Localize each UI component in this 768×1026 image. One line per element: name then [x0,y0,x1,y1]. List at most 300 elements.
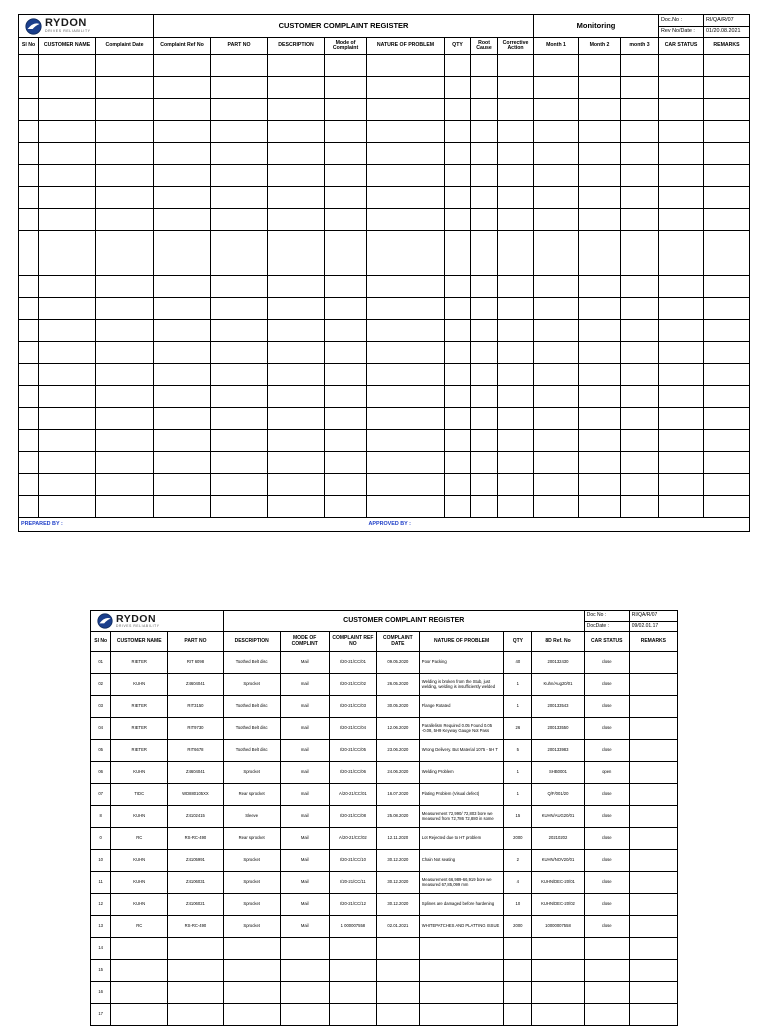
cell-part: WD880105XX [168,784,224,806]
table-cell [579,121,621,143]
table-cell [579,320,621,342]
table-cell [325,496,367,518]
table-cell [19,386,39,408]
table-cell [211,121,268,143]
cell-qty: 2000 [504,916,532,938]
table-cell [659,99,704,121]
cell-mode [280,960,329,982]
table-cell [471,298,498,320]
table-row [19,474,750,496]
table-cell [211,165,268,187]
table-cell [471,364,498,386]
table-cell [39,209,96,231]
table-cell [367,474,445,496]
col-header: COMPLAINT DATE [376,632,419,652]
table-cell [211,386,268,408]
table-cell [367,143,445,165]
cell-d8: KUHN/DEC-20/02 [532,894,584,916]
cell-sl: 10 [91,850,111,872]
cell-part [168,1004,224,1026]
cell-desc: Toothed Belt disc [223,652,280,674]
cell-problem: Chain Not seating [419,850,504,872]
cell-ref [329,938,376,960]
table-row [91,762,678,784]
table-cell [39,231,96,276]
table-cell [498,364,534,386]
table-cell [96,55,154,77]
table-row [19,298,750,320]
cell-mode: mail [280,718,329,740]
cell-desc: Sprocket [223,674,280,696]
table-row [19,276,750,298]
table-cell [445,342,471,364]
cell-date: 16.07.2020 [376,784,419,806]
cell-d8: Q/F/001/20 [532,784,584,806]
cell-remarks [629,718,677,740]
cell-customer: KUHN [111,872,168,894]
cell-desc: Toothed Belt disc [223,718,280,740]
cell-d8 [532,938,584,960]
doc-no-value: RI/QA/R/07 [629,611,677,622]
table-cell [325,430,367,452]
table-cell [96,143,154,165]
table-cell [268,474,325,496]
cell-ref: I/20-21/CC/08 [329,806,376,828]
table-cell [154,55,211,77]
cell-part [168,960,224,982]
col-header: COMPLAINT REF NO [329,632,376,652]
table-cell [268,342,325,364]
table-cell [621,165,659,187]
table-cell [704,276,750,298]
table-cell [96,386,154,408]
table-cell [268,430,325,452]
table-cell [325,209,367,231]
cell-problem: Wrong Delivery. But Material 1075 - 5H T [419,740,504,762]
table-cell [96,209,154,231]
cell-customer [111,1004,168,1026]
cell-desc: Sprocket [223,894,280,916]
col-header: 8D Ref. No [532,632,584,652]
table-cell [268,364,325,386]
table-cell [471,55,498,77]
table-cell [367,364,445,386]
rydon-logo-icon [97,613,113,629]
table-row [19,231,750,276]
table-cell [471,209,498,231]
cell-ref: I/20-21/CC/01 [329,652,376,674]
table-cell [96,430,154,452]
table-cell [704,55,750,77]
cell-status [584,960,629,982]
cell-status: close [584,916,629,938]
table-row [91,872,678,894]
table-cell [498,408,534,430]
table-cell [579,55,621,77]
table-cell [579,364,621,386]
cell-ref: A/20-21/CC/02 [329,828,376,850]
cell-qty: 10 [504,894,532,916]
table-cell [471,386,498,408]
table-cell [19,209,39,231]
table-row [19,408,750,430]
table-cell [534,55,579,77]
cell-part: RS-RC-490 [168,828,224,850]
table-cell [579,143,621,165]
table-row [19,209,750,231]
table-cell [498,496,534,518]
table-cell [534,342,579,364]
table-cell [96,99,154,121]
table-cell [579,99,621,121]
table-cell [659,187,704,209]
cell-ref [329,960,376,982]
cell-desc: Rear sprocket [223,828,280,850]
table-cell [96,364,154,386]
cell-desc [223,960,280,982]
table-cell [704,165,750,187]
table-cell [154,143,211,165]
cell-mode: mail [280,740,329,762]
table-cell [211,474,268,496]
table-cell [268,99,325,121]
cell-customer: RIETER [111,740,168,762]
cell-status: close [584,806,629,828]
cell-mode: Mail [280,872,329,894]
cell-ref [329,1004,376,1026]
doc-date-value: 09/02.01.17 [629,622,677,632]
table-cell [659,386,704,408]
cell-sl: 05 [91,740,111,762]
table-row [91,784,678,806]
cell-problem: Flange Rotated [419,696,504,718]
table-cell [704,143,750,165]
table-cell [154,99,211,121]
table-cell [704,342,750,364]
doc-date-label: DocDate : [584,622,629,632]
table-cell [471,187,498,209]
cell-ref: I/20-21/CC/03 [329,696,376,718]
register-sheet-filled [90,610,678,1026]
table-cell [445,452,471,474]
cell-date [376,960,419,982]
table-cell [579,209,621,231]
cell-d8: 200133983 [532,740,584,762]
table-cell [211,77,268,99]
monitoring-label: Monitoring [534,15,659,38]
table-cell [445,143,471,165]
table-cell [268,496,325,518]
table-cell [471,496,498,518]
table-cell [367,430,445,452]
cell-mode: mail [280,784,329,806]
cell-part: RIT 6098 [168,652,224,674]
complaint-rows [91,652,678,1026]
table-cell [621,496,659,518]
table-cell [325,231,367,276]
col-header: NATURE OF PROBLEM [419,632,504,652]
cell-d8: KUHN/NOV20/01 [532,850,584,872]
table-cell [19,99,39,121]
table-cell [534,187,579,209]
table-cell [498,452,534,474]
cell-part: RIT6678 [168,740,224,762]
table-cell [39,408,96,430]
cell-problem: Poor Packing [419,652,504,674]
table-cell [659,342,704,364]
col-header: Complaint Date [96,38,154,55]
table-cell [96,496,154,518]
table-cell [498,121,534,143]
table-cell [211,320,268,342]
table-cell [154,364,211,386]
table-cell [154,320,211,342]
approved-by: APPROVED BY : [367,518,750,532]
table-cell [498,209,534,231]
cell-customer: RIETER [111,652,168,674]
table-cell [471,99,498,121]
table-row [91,740,678,762]
table-cell [39,55,96,77]
table-cell [445,55,471,77]
cell-part [168,982,224,1004]
table-cell [498,165,534,187]
table-cell [211,143,268,165]
table-cell [659,430,704,452]
table-cell [268,121,325,143]
table-cell [534,231,579,276]
table-row [19,430,750,452]
table-cell [704,99,750,121]
cell-qty [504,938,532,960]
cell-remarks [629,740,677,762]
table-cell [471,452,498,474]
doc-no-value: RI/QA/R/07 [704,15,750,27]
cell-mode: Mail [280,850,329,872]
table-cell [154,77,211,99]
table-cell [39,165,96,187]
cell-sl: 14 [91,938,111,960]
cell-status: close [584,784,629,806]
table-cell [621,209,659,231]
cell-sl: 04 [91,718,111,740]
col-header: NATURE OF PROBLEM [367,38,445,55]
col-header: PART NO [211,38,268,55]
table-cell [471,320,498,342]
table-cell [268,231,325,276]
table-cell [96,231,154,276]
table-cell [445,364,471,386]
table-cell [96,187,154,209]
cell-qty: 1 [504,696,532,718]
table-cell [96,121,154,143]
cell-d8 [532,1004,584,1026]
cell-remarks [629,806,677,828]
table-cell [154,165,211,187]
table-cell [534,364,579,386]
cell-problem: Parallelism Required 0.05 Found 0.05 -0.08, 5H9 Keyway Gauge Not Pass [419,718,504,740]
table-cell [704,364,750,386]
table-cell [367,496,445,518]
table-row [19,55,750,77]
cell-remarks [629,674,677,696]
table-cell [498,386,534,408]
table-cell [534,165,579,187]
cell-customer: KUHN [111,850,168,872]
cell-sl: 01 [91,652,111,674]
table-cell [19,342,39,364]
table-cell [325,364,367,386]
cell-part: RIT3150 [168,696,224,718]
table-cell [154,496,211,518]
cell-d8: 20210202 [532,828,584,850]
table-cell [268,452,325,474]
table-cell [704,452,750,474]
col-header: Complaint Ref No [154,38,211,55]
cell-desc [223,938,280,960]
cell-date [376,1004,419,1026]
cell-mode: mail [280,674,329,696]
table-cell [154,231,211,276]
cell-part [168,938,224,960]
table-row [91,850,678,872]
cell-problem: Measurement 72,990/ 72,803 bore we measured from 72,786 72,880 in some [419,806,504,828]
table-cell [39,143,96,165]
table-cell [211,430,268,452]
col-header: Sl No [19,38,39,55]
cell-date: 12.11.2020 [376,828,419,850]
table-row [19,187,750,209]
table-cell [268,209,325,231]
table-cell [498,320,534,342]
cell-part: Z4604041 [168,762,224,784]
table-cell [367,320,445,342]
table-cell [96,77,154,99]
table-cell [325,143,367,165]
cell-problem: Welding is broken from the Stub, just welding, welding is insufficiently welded [419,674,504,696]
col-header: QTY [445,38,471,55]
table-cell [154,298,211,320]
cell-remarks [629,828,677,850]
table-cell [211,276,268,298]
table-cell [19,55,39,77]
col-header: Sl No [91,632,111,652]
cell-date: 24.06.2020 [376,762,419,784]
table-cell [498,143,534,165]
cell-d8: SHB0001 [532,762,584,784]
cell-problem: Plating Problem (Visual defect) [419,784,504,806]
cell-problem [419,960,504,982]
cell-status [584,938,629,960]
table-cell [39,452,96,474]
table-cell [367,77,445,99]
brand-tagline: DRIVES RELIABILITY [45,28,91,33]
table-cell [367,209,445,231]
col-header: REMARKS [629,632,677,652]
table-cell [19,320,39,342]
table-cell [534,408,579,430]
col-header: CAR STATUS [659,38,704,55]
table-cell [534,209,579,231]
cell-customer: RIETER [111,696,168,718]
table-cell [704,430,750,452]
cell-remarks [629,762,677,784]
table-cell [211,231,268,276]
cell-date: 30.12.2020 [376,894,419,916]
table-cell [96,474,154,496]
cell-customer: TIDC [111,784,168,806]
table-cell [96,165,154,187]
cell-part: Z4106031 [168,872,224,894]
table-cell [39,77,96,99]
table-cell [445,496,471,518]
table-cell [268,77,325,99]
table-cell [659,452,704,474]
table-cell [211,209,268,231]
cell-remarks [629,982,677,1004]
cell-remarks [629,916,677,938]
table-cell [621,386,659,408]
table-cell [39,121,96,143]
table-cell [471,408,498,430]
table-cell [96,452,154,474]
table-cell [39,342,96,364]
cell-mode [280,938,329,960]
table-cell [211,364,268,386]
table-cell [621,276,659,298]
company-logo [19,15,154,38]
cell-remarks [629,894,677,916]
register-title: CUSTOMER COMPLAINT REGISTER [154,15,534,38]
table-cell [579,342,621,364]
cell-desc: Sleeve [223,806,280,828]
table-cell [498,55,534,77]
table-cell [211,452,268,474]
table-cell [445,231,471,276]
table-cell [96,342,154,364]
table-cell [154,452,211,474]
cell-customer: KUHN [111,894,168,916]
table-cell [367,231,445,276]
table-cell [579,231,621,276]
table-row [91,1004,678,1026]
cell-d8: KUHN/DEC-20/01 [532,872,584,894]
cell-date: 25.08.2020 [376,806,419,828]
cell-sl: 12 [91,894,111,916]
table-cell [659,496,704,518]
col-header: Corrective Action [498,38,534,55]
cell-customer: KUHN [111,762,168,784]
cell-desc: Sprocket [223,850,280,872]
cell-part: Z4106021 [168,894,224,916]
table-cell [498,99,534,121]
cell-status [584,1004,629,1026]
table-cell [154,121,211,143]
table-cell [39,496,96,518]
table-cell [325,474,367,496]
table-cell [154,408,211,430]
table-cell [498,276,534,298]
table-cell [621,187,659,209]
cell-part: RIT9730 [168,718,224,740]
table-cell [659,408,704,430]
table-cell [268,386,325,408]
table-cell [534,452,579,474]
cell-mode [280,982,329,1004]
table-cell [96,408,154,430]
cell-customer [111,960,168,982]
cell-sl: 07 [91,784,111,806]
